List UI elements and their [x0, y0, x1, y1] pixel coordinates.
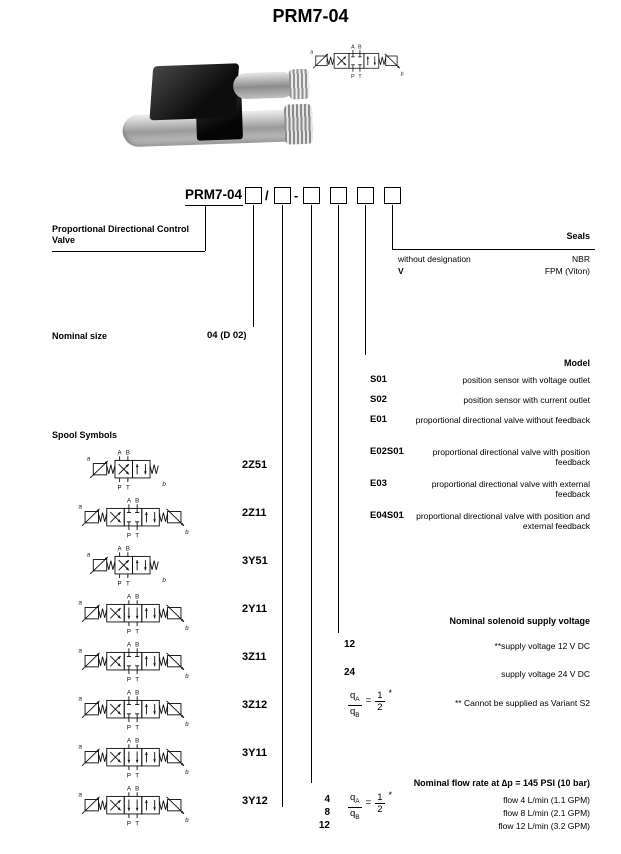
ordering-code-box-flow: [303, 187, 320, 204]
svg-text:a: a: [78, 695, 82, 703]
svg-text:P: P: [126, 820, 131, 828]
svg-text:B: B: [125, 545, 130, 553]
prop-valve-label-line1: Proportional Directional Control: [52, 224, 190, 234]
ratio-fraction-value: $\frac{1}{2}$: [377, 690, 383, 713]
svg-text:a: a: [78, 743, 82, 751]
model-desc-e02s01: proportional directional valve with position feedback: [432, 447, 590, 467]
connector-supply-voltage: [338, 205, 339, 633]
spool-code-2z51: 2Z51: [242, 459, 268, 471]
spool-symbol-3z12: [50, 687, 220, 733]
svg-text:A: A: [117, 449, 122, 457]
svg-text:T: T: [125, 484, 130, 492]
svg-text:B: B: [135, 497, 140, 505]
model-code-e01: E01: [370, 414, 387, 425]
spool-symbol-2z11: [50, 495, 220, 541]
flow-code-8: 8: [324, 807, 330, 818]
spool-code-3y12: 3Y12: [242, 795, 268, 807]
svg-text:T: T: [125, 580, 130, 588]
flow-desc-8: flow 8 L/min (2.1 GPM): [503, 808, 590, 818]
voltage-code-12: 12: [344, 639, 356, 650]
svg-text:b: b: [162, 481, 166, 489]
spool-symbols-label: Spool Symbols: [52, 430, 118, 440]
spool-symbol-2z51: [50, 447, 220, 493]
model-code-e04s01: E04S01: [370, 510, 404, 521]
svg-text:A: A: [117, 545, 122, 553]
svg-text:T: T: [135, 724, 140, 732]
svg-text:b: b: [185, 673, 189, 681]
model-desc-e01: proportional directional valve without feedback: [415, 415, 590, 425]
svg-text:A: A: [126, 497, 131, 505]
ordering-code-box-voltage: [330, 187, 347, 204]
nominal-size-value: 04 (D 02): [207, 330, 247, 341]
flow-heading: Nominal flow rate at ∆p = 145 PSI (10 bar): [413, 778, 590, 788]
svg-text:B: B: [135, 785, 140, 793]
svg-text:B: B: [358, 44, 362, 51]
ordering-code-slash: /: [265, 188, 269, 203]
ordering-code-box-model: [357, 187, 374, 204]
spool-symbol-3y12: [50, 783, 220, 829]
flow-ratio-annotation-3y12: [348, 792, 392, 823]
svg-text:P: P: [126, 532, 131, 540]
page-title: PRM7-04: [272, 6, 349, 26]
svg-text:P: P: [117, 484, 122, 492]
svg-text:a: a: [78, 503, 82, 511]
ordering-code-prefix: PRM7-04: [185, 187, 243, 202]
voltage-note: ** Cannot be supplied as Variant S2: [455, 698, 590, 708]
model-desc-s02: position sensor with current outlet: [463, 395, 590, 405]
spool-symbol-2y11: [50, 591, 220, 637]
svg-text:B: B: [135, 737, 140, 745]
svg-text:b: b: [185, 529, 189, 537]
seals-rule: [392, 249, 595, 250]
nominal-size-label: Nominal size: [52, 331, 108, 341]
svg-text:a: a: [78, 599, 82, 607]
svg-text:b: b: [185, 769, 189, 777]
svg-text:A: A: [126, 593, 131, 601]
connector-flow-rate: [311, 205, 312, 783]
model-heading: Model: [564, 358, 590, 368]
model-code-s02: S02: [370, 394, 387, 405]
photo-electronics-housing: [149, 63, 239, 120]
svg-text:a: a: [78, 647, 82, 655]
svg-text:A: A: [126, 641, 131, 649]
seals-code-none: without designation: [398, 254, 471, 264]
svg-text:P: P: [126, 628, 131, 636]
ordering-code-dash: -: [294, 188, 299, 203]
svg-text:a: a: [86, 455, 91, 463]
connector-prop-valve-horizontal: [52, 251, 205, 252]
spool-symbol-3y11: [50, 735, 220, 781]
svg-text:P: P: [126, 676, 131, 684]
seals-heading: Seals: [566, 231, 590, 241]
svg-text:a: a: [310, 49, 314, 56]
spool-code-3z11: 3Z11: [242, 651, 267, 663]
svg-text:P: P: [351, 73, 355, 80]
spool-code-3y11: 3Y11: [242, 747, 268, 759]
photo-ribbed-nut: [284, 104, 313, 145]
voltage-code-24: 24: [344, 667, 356, 678]
ordering-code-box-spool: [274, 187, 291, 204]
svg-text:B: B: [135, 593, 140, 601]
flow-desc-12: flow 12 L/min (3.2 GPM): [498, 821, 590, 831]
ordering-code-box-seals: [384, 187, 401, 204]
svg-text:T: T: [135, 820, 140, 828]
voltage-desc-12: **supply voltage 12 V DC: [494, 641, 590, 651]
svg-text:A: A: [126, 737, 131, 745]
spool-code-2y11: 2Y11: [242, 603, 268, 615]
voltage-desc-24: supply voltage 24 V DC: [501, 669, 590, 679]
connector-model: [365, 205, 366, 355]
svg-text:b: b: [185, 721, 189, 729]
svg-text:T: T: [135, 628, 140, 636]
flow-ratio-annotation-3z12: [348, 690, 392, 721]
svg-text:B: B: [135, 689, 140, 697]
model-code-e02s01: E02S01: [370, 446, 404, 457]
svg-text:b: b: [185, 817, 189, 825]
seals-value-fpm: FPM (Viton): [544, 266, 590, 276]
model-desc-s01: position sensor with voltage outlet: [462, 375, 590, 385]
flow-desc-4: flow 4 L/min (1.1 GPM): [503, 795, 590, 805]
svg-text:a: a: [86, 551, 91, 559]
svg-text:B: B: [125, 449, 130, 457]
ordering-code-box-nominal-size: [245, 187, 262, 204]
model-code-e03: E03: [370, 478, 387, 489]
svg-text:a: a: [78, 791, 82, 799]
ordering-code-underline: [185, 205, 243, 206]
model-desc-e04s01: proportional directional valve with position and external feedback: [416, 511, 590, 531]
voltage-heading: Nominal solenoid supply voltage: [449, 616, 590, 626]
flow-code-4: 4: [324, 794, 330, 805]
svg-text:B: B: [135, 641, 140, 649]
connector-nominal-size: [253, 205, 254, 327]
svg-text:T: T: [135, 532, 140, 540]
hydraulic-schematic-main: [286, 42, 426, 83]
spool-code-3y51: 3Y51: [242, 555, 268, 567]
svg-text:b: b: [162, 577, 166, 585]
ratio-equals: =: [365, 695, 372, 706]
model-code-s01: S01: [370, 374, 387, 385]
svg-text:b: b: [185, 625, 189, 633]
flow-code-12: 12: [318, 820, 330, 831]
ratio-equals: =: [365, 797, 372, 808]
svg-text:b: b: [400, 71, 404, 78]
svg-text:T: T: [358, 73, 362, 80]
seals-value-nbr: NBR: [572, 254, 590, 264]
model-desc-e03: proportional directional valve with external feedback: [431, 479, 590, 499]
ratio-star: *: [388, 790, 393, 800]
ratio-fraction-value: $\frac{1}{2}$: [377, 792, 383, 815]
svg-text:T: T: [135, 772, 140, 780]
svg-text:A: A: [126, 689, 131, 697]
svg-text:A: A: [126, 785, 131, 793]
prop-valve-label: [52, 224, 207, 246]
spool-symbol-3y51: [50, 543, 220, 589]
svg-text:A: A: [351, 44, 355, 51]
connector-seals: [392, 205, 393, 249]
svg-text:P: P: [126, 772, 131, 780]
connector-spool-symbols: [282, 205, 283, 807]
svg-text:T: T: [135, 676, 140, 684]
ratio-fraction-q: $\frac{q_A}{q_B}$: [350, 792, 360, 821]
ratio-fraction-q: $\frac{q_A}{q_B}$: [350, 690, 360, 719]
spool-code-2z11: 2Z11: [242, 507, 267, 519]
spool-symbol-3z11: [50, 639, 220, 685]
spool-code-3z12: 3Z12: [242, 699, 268, 711]
svg-text:P: P: [117, 580, 122, 588]
svg-text:P: P: [126, 724, 131, 732]
seals-code-v: V: [398, 266, 404, 276]
prop-valve-label-line2: Valve: [52, 235, 76, 245]
ratio-star: *: [388, 688, 393, 698]
